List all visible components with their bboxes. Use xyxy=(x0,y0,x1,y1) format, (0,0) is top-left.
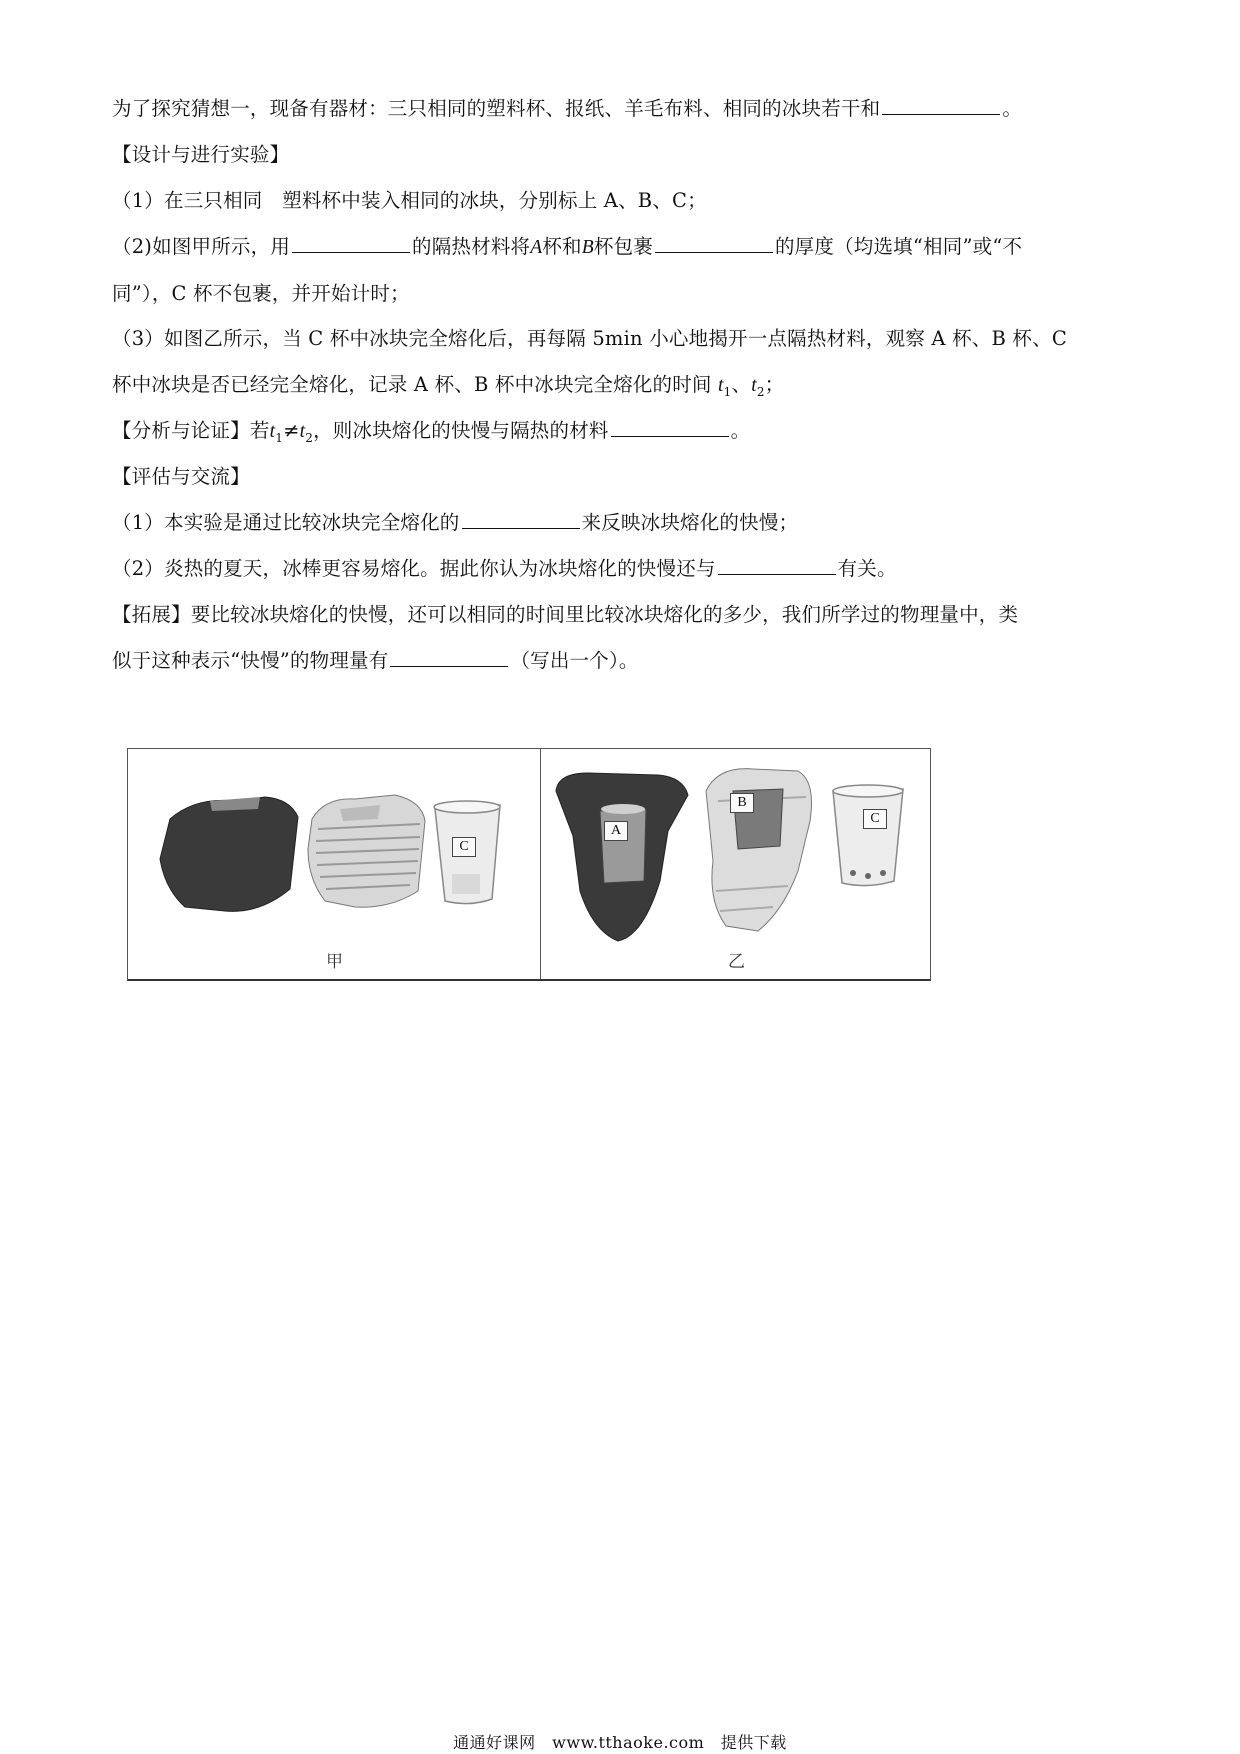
cup-label-b: B xyxy=(730,793,754,813)
cup-label-c-left: C xyxy=(452,837,476,857)
figure-divider xyxy=(540,749,541,979)
answer-blank-relation[interactable] xyxy=(611,416,729,437)
evaluation-q2: （2）炎热的夏天，冰棒更容易熔化。据此你认为冰块熔化的快慢还与 有关。 xyxy=(112,546,1132,592)
newspaper-cover-b xyxy=(706,769,812,931)
figure-caption-right: 乙 xyxy=(728,952,745,972)
answer-blank-time[interactable] xyxy=(462,508,580,529)
cup-label-c-right: C xyxy=(863,809,887,829)
design-step-2: （2)如图甲所示，用 的隔热材料将A杯和B杯包裹 的厚度（均选填“相同”或“不 同”），C 杯不包裹，并开始计时； xyxy=(112,224,1132,317)
wool-wrapped-cup-a xyxy=(160,797,298,911)
intro-text: 为了探究猜想一，现备有器材：三只相同的塑料杯、报纸、羊毛布料、相同的冰块若干和 。 xyxy=(112,86,1132,132)
analysis-text: 【分析与论证】若$t_1\ne t_2$，则冰块熔化的快慢与隔热的材料 。 xyxy=(112,408,1132,461)
answer-blank-quantity[interactable] xyxy=(390,646,508,667)
unwrapped-cups-photo xyxy=(548,761,918,946)
design-heading: 【设计与进行实验】 xyxy=(112,143,290,166)
experiment-figure xyxy=(127,748,931,981)
design-step-3: （3）如图乙所示，当 C 杯中冰块完全熔化后，再每隔 5min 小心地揭开一点隔热材料，观察 A 杯、B 杯、C 杯中冰块是否已经完全熔化，记录 A 杯、B 杯中冰块完全熔化的时间 $t_1$、$t_2$； xyxy=(112,327,1067,399)
wool-fold xyxy=(210,797,260,811)
footer-credit: 通通好课网 www.tthaoke.com 提供下载 xyxy=(453,1733,787,1752)
plain-cup-c-right xyxy=(833,785,903,886)
evaluation-heading: 【评估与交流】 xyxy=(112,465,250,488)
cup-label-a: A xyxy=(604,821,628,841)
answer-blank-materials[interactable] xyxy=(882,94,1000,115)
evaluation-q1: （1）本实验是通过比较冰块完全熔化的 来反映冰块熔化的快慢； xyxy=(112,500,1132,546)
newspaper-wrapped-cup-b xyxy=(308,795,425,907)
figure-caption-left: 甲 xyxy=(326,952,343,972)
answer-blank-thickness[interactable] xyxy=(655,232,773,253)
answer-blank-factor[interactable] xyxy=(718,554,836,575)
extension-text: 【拓展】要比较冰块熔化的快慢，还可以相同的时间里比较冰块熔化的多少，我们所学过的物理量中，类 似于这种表示“快慢”的物理量有 （写出一个）。 xyxy=(112,603,1019,672)
answer-blank-material-same[interactable] xyxy=(292,232,410,253)
design-step-1: （1）在三只相同 塑料杯中装入相同的冰块，分别标上 A、B、C； xyxy=(112,189,707,212)
cup-a-rim xyxy=(601,804,645,814)
